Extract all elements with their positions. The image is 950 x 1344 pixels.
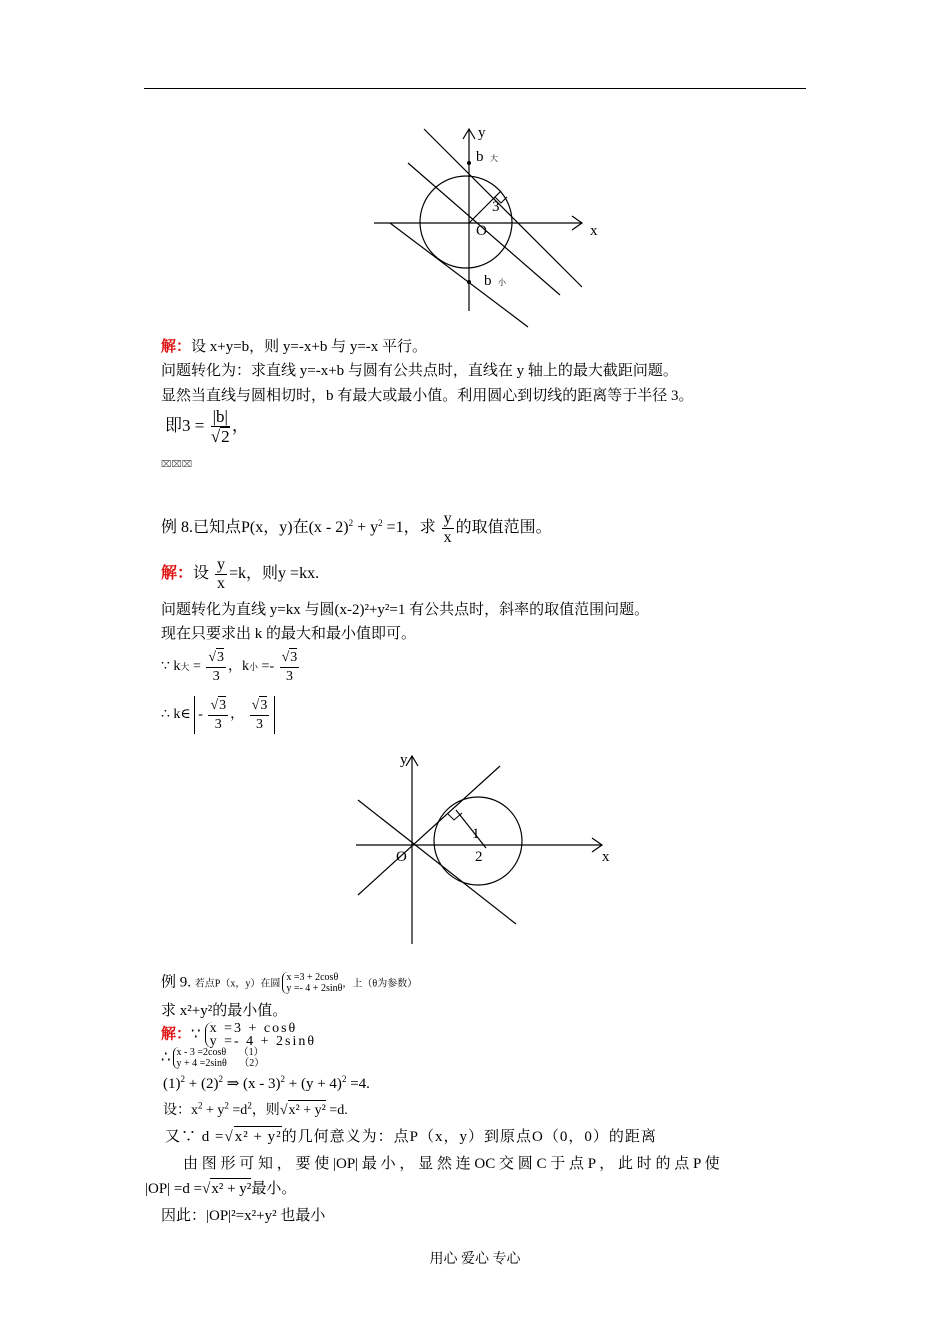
point-b-small [467,280,471,284]
sol3-op-a: |OP| =d = [145,1181,203,1197]
sol3-eq-a: (1) [163,1076,181,1092]
label-b-small: b [484,273,492,289]
sol2-frac-ksmall-den: 3 [285,669,293,684]
sol3-sys2: y =- 4 + 2sinθ [209,1034,317,1049]
sol3-op-b: 最小。 [251,1181,297,1197]
sol3-eq-c: ⇒ (x - 3) [222,1076,281,1092]
ex8-text-a: 已知点P(x，y)在(x - 2) [193,519,349,537]
sol3-again-a: 又∵ d = [165,1129,225,1145]
ex9-system [282,972,342,994]
sol1-frac-den: √2 [210,427,230,446]
sol3-sys3: x - 3 =2cosθ [176,1047,227,1058]
sol2-k-values [161,648,301,686]
page-footer: 用心 爱心 专心 [429,1252,521,1267]
ex8-fraction [442,510,454,547]
sol3-label: 解： [161,1026,192,1043]
sol3-figure-text: 由 图 形 可 知 ， 要 使 |OP| 最 小 ， 显 然 连 OC 交 圆 C 于 点 P ， 此 时 的 点 P 使 [183,1156,720,1172]
ex8-line [161,510,552,547]
ex8-text-c: =1，求 [382,519,436,537]
sol3-root-c: x² + y² [210,1178,251,1199]
broken-image-artifact: ⌧⌧⌧ [161,459,193,469]
label-radius: 3 [492,199,500,215]
sol3-sq4: 2 [341,1074,347,1084]
sol1-line2: 问题转化为：求直线 y=-x+b 与圆有公共点时，直线在 y 轴上的最大截距问题。 [161,363,678,379]
sol3-line2 [161,1047,264,1069]
sol3-sq5: 2 [198,1100,203,1111]
sol3-set-e: =d. [325,1103,348,1118]
header-rule [144,88,806,89]
sol2-frac-high [250,696,270,734]
ex9-text-a: 若点P（x，y）在圆 [194,978,281,990]
sol3-sys4: y + 4 =2sinθ [176,1058,227,1069]
sol2-frac-low-den: 3 [214,717,222,732]
sol1-sqrt-body: 2 [221,427,230,446]
sol3-set-d: 设：$x^2 + y^2 =d^2$，则√x² + y² =d. [163,1100,348,1121]
sol2-pre: 设 [193,565,210,583]
sol3-root-a: x² + y² [288,1100,326,1121]
sol2-comma: ， [230,707,245,723]
sol1-label: 解： [161,339,192,355]
sol3-eq-b: + (2) [185,1076,219,1092]
label-y: y [478,125,486,141]
sol2-mid: ，k [228,659,250,675]
circle [420,176,512,268]
sol2-frac-ksmall-num: √3 [280,648,300,668]
sol2-root3-c: 3 [219,698,227,713]
sol2-root3-b: 3 [290,650,298,665]
sol2-frac-kbig-den: 3 [212,669,220,684]
sol2-eq1: = [192,659,201,675]
sol3-eq-sum [163,1074,370,1094]
sol3-line1 [161,1022,316,1048]
sol2-line1 [161,556,319,593]
sol3-set-a: 设：x [163,1103,198,1118]
label-origin: O [476,223,487,239]
tangent-line-upper [424,129,582,287]
figure-circle-slope-lines [350,748,620,948]
sol3-because: ∵ [191,1026,201,1043]
sol3-sq3: 2 [280,1074,286,1084]
label-x: x [602,849,610,865]
sol3-sys3-tag: （1） [238,1047,264,1058]
label-b-big-sub: 大 [490,154,498,163]
sol2-line3: 现在只要求出 k 的最大和最小值即可。 [161,626,417,642]
sol1-text1: 设 x+y=b，则 y=-x+b 与 y=-x 平行。 [191,339,428,355]
sol2-frac-kbig-num: √3 [206,648,226,668]
sol2-frac-ksmall [280,648,300,686]
sol2-frac-kbig [206,648,226,686]
sol3-set-c: =d [228,1103,248,1118]
sol2-fraction [215,556,227,593]
sol3-sys1: x =3 + cosθ [209,1021,298,1036]
sol2-frac-low [208,696,228,734]
label-b-big: b [476,149,484,165]
label-b-small-sub: 小 [498,278,506,287]
sol3-therefore: ∴ [161,1049,171,1066]
sol3-eq-e: =4. [346,1076,370,1092]
sol2-line2: 问题转化为直线 y=kx 与圆(x-2)²+y²=1 有公共点时，斜率的取值范围问题。 [161,602,650,618]
sol3-root-b: x² + y² [234,1126,282,1147]
sol3-geometry: 又∵ d =√x² + y²的几何意义为：点P（x，y）到原点O（0，0）的距离 [165,1126,657,1147]
sol3-op-line: |OP| =d =√x² + y²最小。 [145,1178,296,1199]
ex9-text-b: ，上（θ为参数） [342,978,418,990]
sol1-fraction [211,408,230,446]
ex8-text-d: 的取值范围。 [455,519,552,537]
ex8-label: 例 8. [161,519,194,537]
sol3-sq2: 2 [218,1074,223,1084]
sol1-eq-suffix: ， [231,415,249,435]
sol1-eq-prefix: 即3 = [165,415,205,435]
sol2-label: 解： [161,565,194,583]
sol3-again-b: 的几何意义为：点P（x，y）到原点O（0，0）的距离 [281,1129,657,1145]
sol2-frac-high-num: √3 [250,696,270,716]
ex8-frac-num: y [443,510,452,527]
sol3-set-b: + y [202,1103,225,1118]
radius [456,810,486,848]
ex8-sup1: 2 [348,517,354,528]
sol3-hence: 因此：|OP|²=x²+y² 也最小 [161,1208,326,1224]
sol3-system1 [205,1022,317,1048]
sol2-therefore: ∴ k∈ [161,707,191,723]
sol3-system2 [173,1047,265,1069]
sol2-eq2: =- [261,659,275,675]
tangent-line-lower [390,223,528,327]
ex8-sup2: 2 [378,517,383,528]
sol1-line1 [161,337,427,357]
point-b-big [467,161,471,165]
sol2-sub-small: 小 [249,662,259,673]
sol3-sys4-tag: （2） [239,1058,265,1069]
ex9-line2: 求 x²+y²的最小值。 [161,1003,288,1019]
tangent-line-lower [358,800,516,924]
sol3-sq7: 2 [247,1100,252,1111]
ex9-sys1: x =3 + 2cosθ [286,972,339,983]
sol2-because: ∵ k [161,659,181,675]
label-center: 2 [475,849,483,865]
sol2-root3-d: 3 [260,698,268,713]
figure-circle-tangent-lines [360,115,620,335]
sol2-sub-big: 大 [180,662,190,673]
sol1-equation [165,408,249,446]
sol2-neg: - [198,707,203,723]
ex8-frac-den: x [443,529,452,546]
sol2-frac-high-den: 3 [255,717,263,732]
label-radius: 1 [472,826,480,842]
sol2-root3-a: 3 [217,650,225,665]
ex9-sys2: y =- 4 + 2sinθ [286,983,343,994]
sol3-set-d-text: ，则 [251,1103,280,1118]
label-x: x [590,223,598,239]
sol2-interval [194,696,275,734]
label-origin: O [396,849,407,865]
ex8-text-b: + y [353,519,379,537]
sol2-post: =k，则y =kx. [229,565,320,583]
sol1-frac-num: |b| [212,407,228,426]
sol2-range [161,696,275,734]
sol2-frac-low-num: √3 [208,696,228,716]
sol3-eq-d: + (y + 4) [285,1076,342,1092]
ex9-line1 [161,972,417,994]
sol3-sq6: 2 [224,1100,229,1111]
ex9-label: 例 9. [161,974,192,991]
sol1-line3: 显然当直线与圆相切时，b 有最大或最小值。利用圆心到切线的距离等于半径 3。 [161,388,694,404]
label-y: y [400,752,408,768]
sol2-frac-num: y [217,556,226,573]
sol2-frac-den: x [217,575,226,592]
sol3-sq1: 2 [180,1074,185,1084]
